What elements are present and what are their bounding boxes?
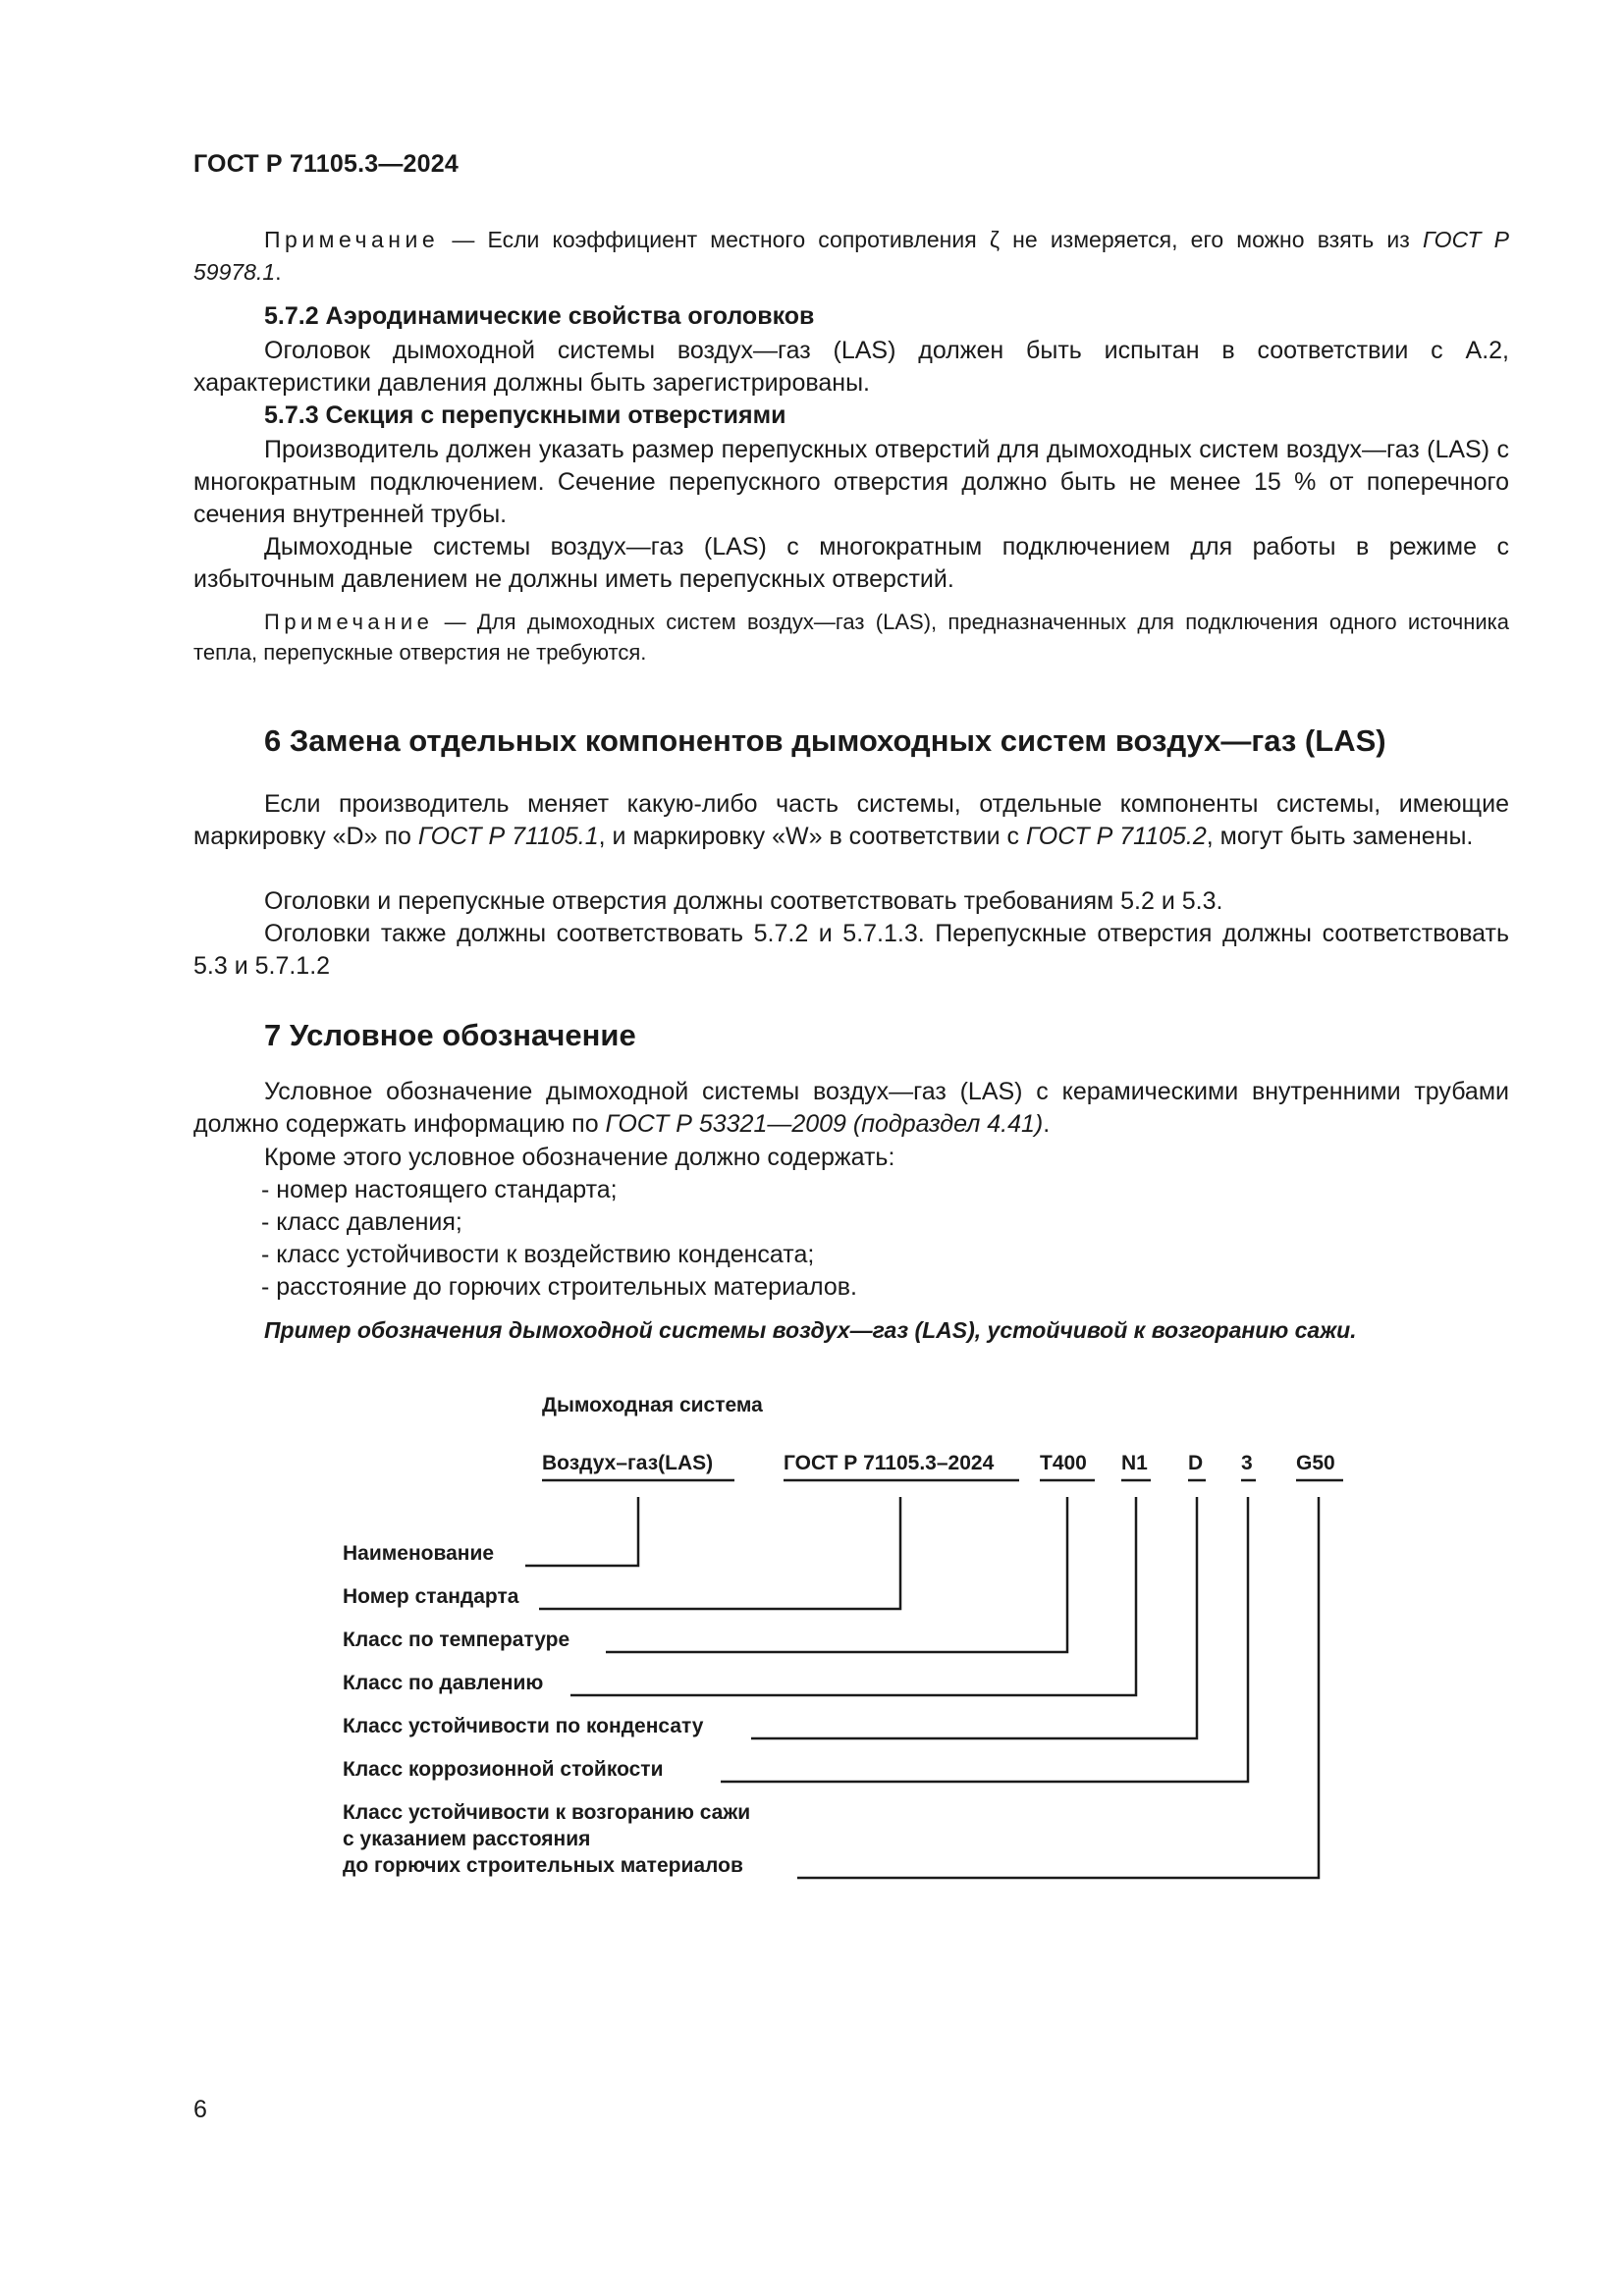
leader-line-soot-fire (797, 1497, 1319, 1878)
note-label: Примечание (264, 227, 440, 252)
reference: ГОСТ Р 53321—2009 (подраздел 4.41) (605, 1110, 1044, 1138)
paragraph-text: Кроме этого условное обозначение должно содержать: (264, 1144, 895, 1171)
reference: ГОСТ Р 71105.2 (1025, 823, 1207, 850)
diagram-title: Дымоходная система (542, 1394, 763, 1416)
example-caption: Пример обозначения дымоходной системы воздух—газ (LAS), устойчивой к возгоранию сажи. (264, 1317, 1357, 1343)
paragraph-text: Дымоходные системы воздух—газ (LAS) с многократным подключением для работы в режиме с избыточным давлением не должны иметь перепускных отверстий. (193, 533, 1509, 593)
label-soot-fire-line-1: Класс устойчивости к возгоранию сажи (343, 1801, 751, 1824)
page-number: 6 (193, 2096, 207, 2123)
list-item: - номер настоящего стандарта; (261, 1176, 618, 1203)
paragraph-text: Оголовки и перепускные отверстия должны соответствовать требованиям 5.2 и 5.3. (264, 887, 1223, 915)
list-item: - класс устойчивости к воздействию конденсата; (261, 1241, 815, 1268)
label-soot-fire-line-2: с указанием расстояния (343, 1828, 591, 1850)
label-pressure-class: Класс по давлению (343, 1672, 544, 1694)
code-standard: ГОСТ Р 71105.3–2024 (784, 1452, 995, 1474)
section-title-6: 6 Замена отдельных компонентов дымоходных систем воздух—газ (LAS) (264, 723, 1386, 758)
label-corrosion-class: Класс коррозионной стойкости (343, 1758, 664, 1781)
paragraph-text: Оголовки также должны соответствовать 5.7.2 и 5.7.1.3. Перепускные отверстия должны соответствовать 5.3 и 5.7.1.2 (193, 920, 1509, 980)
leader-line-temperature (606, 1497, 1067, 1652)
code-corrosion: 3 (1241, 1452, 1253, 1474)
leader-line-pressure (570, 1497, 1136, 1695)
label-temperature-class: Класс по температуре (343, 1629, 570, 1651)
note-end: . (275, 259, 282, 285)
list-item: - расстояние до горючих строительных материалов. (261, 1273, 857, 1301)
note-reference: ГОСТ Р 59978.1 (193, 227, 1509, 285)
paragraph-text: Если производитель меняет какую-либо часть системы, отдельные компоненты системы, имеющие маркировку «D» по (193, 790, 1509, 850)
paragraph-text: , и маркировку «W» в соответствии с (598, 823, 1026, 850)
leader-line-condensate (751, 1497, 1197, 1738)
section-title-7: 7 Условное обозначение (264, 1018, 636, 1052)
leader-line-standard (539, 1497, 900, 1609)
leader-line-name (525, 1497, 638, 1566)
note-text: — Для дымоходных систем воздух—газ (LAS), предназначенных для подключения одного источника тепла, перепускные отверстия не требуются. (193, 610, 1509, 665)
list-item: - класс давления; (261, 1208, 462, 1236)
note-text: — Если коэффициент местного сопротивления ζ не измеряется, его можно взять из (439, 227, 1423, 252)
note-label: Примечание (264, 610, 434, 634)
paragraph-text: Оголовок дымоходной системы воздух—газ (LAS) должен быть испытан в соответствии с А.2, характеристики давления должны быть зарегистрированы. (193, 337, 1509, 397)
label-name: Наименование (343, 1542, 495, 1565)
code-soot-fire: G50 (1296, 1452, 1335, 1474)
paragraph-text: . (1043, 1110, 1051, 1138)
subsection-title-5-7-2: 5.7.2 Аэродинамические свойства оголовков (264, 302, 815, 330)
paragraph-text: Производитель должен указать размер перепускных отверстий для дымоходных систем воздух—газ (LAS) с многократным подключением. Сечение перепускного отверстия должно быть не менее 15 % от поперечного сечения внутренней трубы. (193, 436, 1509, 528)
document-header: ГОСТ Р 71105.3—2024 (193, 150, 459, 178)
code-name: Воздух–газ(LAS) (542, 1452, 714, 1474)
code-condensate: D (1188, 1452, 1204, 1474)
code-pressure: N1 (1121, 1452, 1148, 1474)
label-condensate-class: Класс устойчивости по конденсату (343, 1715, 704, 1737)
code-temperature: Т400 (1040, 1452, 1087, 1474)
label-standard-number: Номер стандарта (343, 1585, 519, 1608)
subsection-title-5-7-3: 5.7.3 Секция с перепускными отверстиями (264, 401, 786, 429)
paragraph-text: , могут быть заменены. (1206, 823, 1474, 850)
reference: ГОСТ Р 71105.1 (417, 823, 599, 850)
paragraph-text: Условное обозначение дымоходной системы воздух—газ (LAS) с керамическими внутренними трубами должно содержать информацию по (193, 1078, 1509, 1138)
label-soot-fire-line-3: до горючих строительных материалов (343, 1854, 743, 1877)
